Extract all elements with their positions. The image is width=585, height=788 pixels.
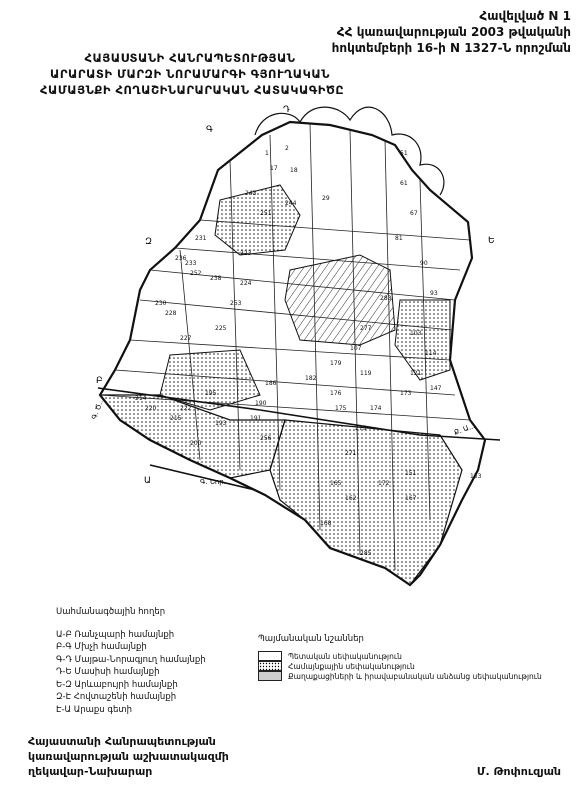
parcel-number-label: 231 — [195, 235, 207, 242]
parcel-number-label: 165 — [330, 480, 342, 487]
footer-line-2: կառավարության աշխատակազմի — [28, 750, 229, 763]
parcel-number-label: 67 — [410, 210, 418, 217]
parcel-number-label: 283 — [380, 295, 392, 302]
parcel-number-label: 121 — [410, 370, 422, 377]
legend-boundaries-heading: Սահմանագծային հողեր — [56, 607, 166, 617]
corner-letter-e: Ե — [488, 236, 495, 246]
legend-boundary-item: Է-Ա Արաքս գետի — [56, 704, 133, 715]
legend-symbols-heading: Պայմանական նշաններ — [258, 634, 364, 644]
parcel-number-label: 252 — [190, 270, 202, 277]
parcel-number-label: 256 — [260, 435, 272, 442]
parcel-number-label: 191 — [250, 415, 262, 422]
parcel-number-label: 2 — [285, 145, 289, 152]
corner-letter-b: Բ — [96, 376, 103, 386]
parcel-number-label: 151 — [405, 470, 417, 477]
parcel-number-label: 244 — [285, 200, 297, 207]
parcel-number-label: 18 — [290, 167, 298, 174]
annex-header — [291, 8, 571, 56]
footer-line-1: Հայաստանի Հանրապետության — [28, 735, 216, 748]
parcel-number-label: 167 — [405, 495, 417, 502]
legend-swatch-private — [258, 671, 282, 681]
parcel-number-label: 81 — [395, 235, 403, 242]
title-line-3: ՀԱՄԱՅՆՔԻ ՀՈՂԱՇԻՆԱՐԱՐԱԿԱՆ ՀԱՏԱԿԱԳԻԾԸ — [40, 83, 345, 97]
parcel-number-label: 220 — [145, 405, 157, 412]
title-line-1: ՀԱՅԱՍՏԱՆԻ ՀԱՆՐԱՊԵՏՈՒԹՅԱՆ — [84, 51, 296, 65]
legend-boundary-item: Դ-Ե Մասիսի համայնքի — [56, 667, 160, 677]
parcel-number-label: 172 — [378, 480, 390, 487]
legend-boundary-item: Գ-Դ Մայթա-Նորագյուղ համայնքի — [56, 654, 206, 665]
parcel-number-label: 238 — [210, 275, 222, 282]
legend-swatch-community — [258, 661, 282, 671]
parcel-number-label: 227 — [180, 335, 192, 342]
road-label-3: Գ. Ծ... — [90, 396, 106, 421]
parcel-number-label: 1 — [265, 150, 269, 157]
parcel-number-label: 174 — [370, 405, 382, 412]
parcel-number-label: 182 — [305, 375, 317, 382]
parcel-number-label: 162 — [345, 495, 357, 502]
parcel-number-label: 236 — [175, 255, 187, 262]
parcel-number-label: 285 — [360, 550, 372, 557]
parcel-number-label: 119 — [360, 370, 372, 377]
legend-symbols — [258, 634, 542, 681]
title-line-2: ԱՐԱՐԱՏԻ ՄԱՐԶԻ ՆՈՐԱՄԱՐԳԻ ԳՅՈՒՂԱԿԱՆ — [50, 67, 330, 81]
parcel-number-label: 61 — [400, 180, 408, 187]
parcel-number-label: 175 — [335, 405, 347, 412]
parcel-number-label: 215 — [170, 415, 182, 422]
parcel-number-label: 230 — [155, 300, 167, 307]
legend-symbol-label: Պետական սեփականություն — [288, 651, 402, 661]
legend-symbol-label: Քաղաքացիների և իրավաբանական անձանց սեփականություն — [288, 671, 542, 681]
parcel-number-label: 228 — [165, 310, 177, 317]
road-label-2: Ք. Ա... — [452, 421, 477, 437]
signature-name: Մ. Թոփուզյան — [476, 765, 561, 778]
parcel-number-label: 277 — [360, 325, 372, 332]
legend-symbol-row — [258, 661, 542, 671]
road-label-1: Գ. Նոր... — [200, 478, 231, 486]
parcel-number-label: 90 — [420, 260, 428, 267]
legend-symbol-row — [258, 671, 542, 681]
footer-line-3: ղեկավար-Նախարար — [28, 765, 153, 778]
legend-boundary-item: Զ-Է Հովտաշենի համայնքի — [56, 692, 177, 702]
parcel-number-label: 271 — [345, 450, 357, 457]
legend-boundary-item: Բ-Գ Մխչի համայնքի — [56, 642, 147, 652]
parcel-zone-dotted-south — [270, 420, 462, 585]
legend-symbol-row — [258, 651, 542, 661]
map-title — [40, 50, 345, 98]
parcel-number-label: 193 — [215, 420, 227, 427]
parcel-number-label: 107 — [350, 345, 362, 352]
corner-letter-d: Դ — [283, 105, 290, 115]
parcel-number-label: 29 — [322, 195, 330, 202]
parcel-number-label: 243 — [245, 190, 257, 197]
parcel-number-label: 168 — [320, 520, 332, 527]
parcel-number-label: 275 — [355, 425, 367, 432]
parcel-number-label: 179 — [330, 360, 342, 367]
cadastral-map — [0, 100, 585, 600]
legend-boundary-item: Ե-Զ Արևաբույրի համայնքի — [56, 679, 178, 690]
parcel-number-label: 186 — [265, 380, 277, 387]
annex-line-2: ՀՀ կառավարության 2003 թվականի — [336, 25, 571, 39]
parcel-number-label: 200 — [190, 440, 202, 447]
parcel-number-label: 214 — [135, 395, 147, 402]
parcel-number-label: 190 — [255, 400, 267, 407]
parcel-number-label: 51 — [400, 150, 408, 157]
parcel-number-label: 103 — [410, 330, 422, 337]
parcel-number-label: 176 — [330, 390, 342, 397]
parcel-number-label: 222 — [180, 405, 192, 412]
parcel-number-label: 233 — [185, 260, 197, 267]
corner-letter-z: Զ — [145, 237, 152, 247]
legend-boundary-item: Ա-Բ Ռանչպարի համայնքի — [56, 629, 175, 640]
parcel-number-label: 223 — [240, 250, 252, 257]
parcel-number-label: 153 — [470, 473, 482, 480]
parcel-number-label: 93 — [430, 290, 438, 297]
corner-letter-a: Ա — [144, 476, 151, 486]
parcel-number-label: 195 — [205, 390, 217, 397]
parcel-number-label: 147 — [430, 385, 442, 392]
legend-swatch-state — [258, 651, 282, 661]
parcel-number-label: 173 — [400, 390, 412, 397]
annex-label: Հավելված N 1 — [479, 9, 571, 23]
parcel-number-label: 251 — [260, 210, 272, 217]
parcel-zone-hatched-center — [285, 255, 395, 345]
parcel-number-label: 114 — [425, 350, 437, 357]
parcel-number-label: 253 — [230, 300, 242, 307]
legend-symbol-label: Համայնքային սեփականություն — [288, 661, 415, 671]
parcel-number-label: 224 — [240, 280, 252, 287]
parcel-number-label: 17 — [270, 165, 278, 172]
footer-signatory — [28, 734, 229, 779]
parcel-number-label: 225 — [215, 325, 227, 332]
corner-letter-g: Գ — [206, 125, 213, 135]
legend-boundaries — [56, 606, 206, 716]
annex-line-3: հոկտեմբերի 16-ի N 1327-Ն որոշման — [331, 41, 571, 55]
